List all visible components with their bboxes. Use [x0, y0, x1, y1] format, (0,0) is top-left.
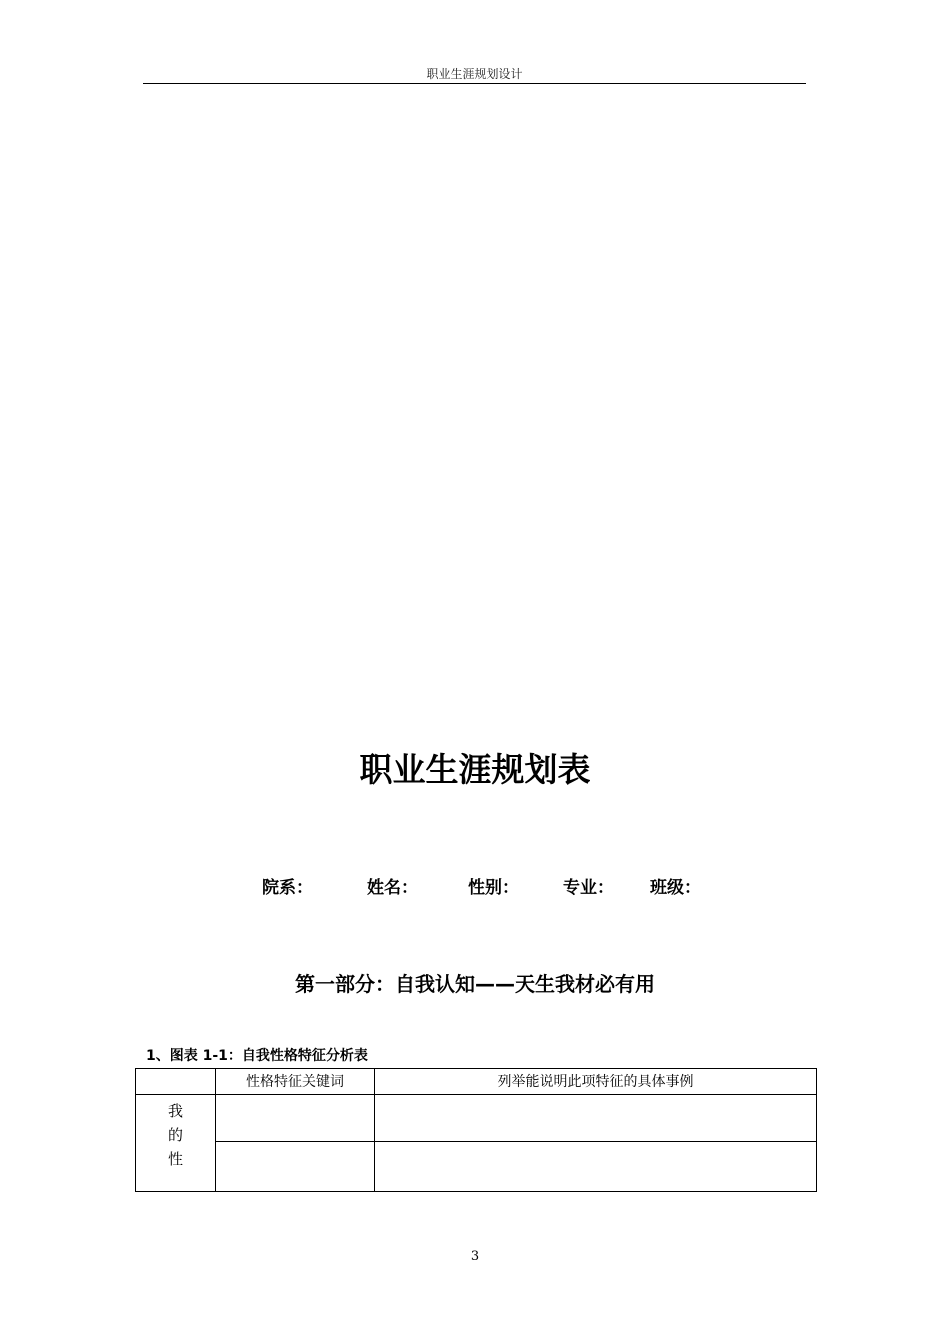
document-title: 职业生涯规划表	[359, 750, 591, 789]
example-cell[interactable]	[375, 1095, 817, 1142]
personality-trait-table	[135, 1068, 817, 1192]
page-header: 职业生涯规划设计	[426, 67, 523, 81]
header-cell-blank	[136, 1069, 216, 1095]
table-row	[136, 1142, 817, 1192]
keyword-cell[interactable]	[216, 1142, 375, 1192]
info-field-gender: 性别：	[468, 878, 519, 898]
info-field-major: 专业：	[563, 878, 614, 898]
side-label-char: 我	[167, 1102, 183, 1120]
side-label-cell	[136, 1095, 216, 1192]
header-cell-example: 列举能说明此项特征的具体事例	[375, 1069, 817, 1095]
info-field-class: 班级：	[650, 878, 701, 898]
header-cell-keyword: 性格特征关键词	[216, 1069, 375, 1095]
page-number: 3	[470, 1249, 480, 1264]
keyword-cell[interactable]	[216, 1095, 375, 1142]
part-heading: 第一部分：自我认知——天生我材必有用	[295, 972, 655, 996]
table-row	[136, 1095, 817, 1142]
info-field-department: 院系：	[262, 878, 313, 898]
side-label-char: 的	[167, 1126, 183, 1144]
example-cell[interactable]	[375, 1142, 817, 1192]
side-label-char: 性	[167, 1150, 183, 1168]
header-rule	[143, 83, 806, 84]
info-field-name: 姓名：	[367, 878, 418, 898]
table-caption: 1、图表 1-1：自我性格特征分析表	[146, 1048, 368, 1064]
table-header-row	[136, 1069, 817, 1095]
info-line	[0, 876, 950, 900]
